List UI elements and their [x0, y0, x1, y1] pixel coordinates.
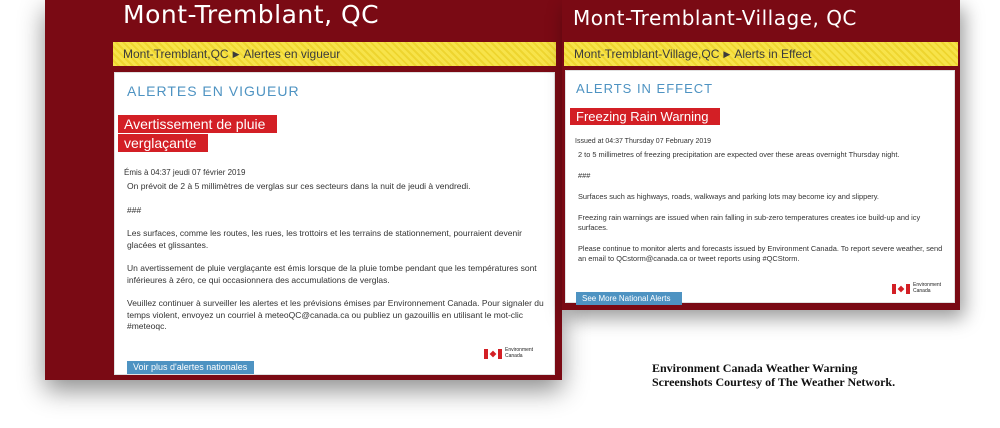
environment-canada-logo [484, 348, 535, 359]
warning-paragraph: Les surfaces, comme les routes, les rues, les trottoirs et les terrains de stationnement, pourraient devenir glacées et glissantes. [127, 228, 522, 250]
warning-title [118, 115, 278, 153]
issued-timestamp: Émis à 04:37 jeudi 07 février 2019 [124, 168, 246, 177]
warning-paragraph: ### [127, 204, 142, 215]
more-national-alerts-button[interactable]: Voir plus d'alertes nationales [127, 361, 254, 374]
alert-panel [114, 72, 555, 375]
city-title: Mont-Tremblant-Village, QC [573, 6, 857, 30]
breadcrumb-current-page: Alerts in Effect [734, 47, 812, 61]
warning-title-text: Avertissement de pluie verglaçante [118, 115, 277, 152]
warning-paragraph: Un avertissement de pluie verglaçante est émis lorsque de la pluie tombe pendant que les températures sont inférieures à zéro, ce qui occasionnera des accumulations de verglas. [127, 263, 537, 285]
caption-line: Screenshots Courtesy of The Weather Network. [652, 375, 896, 389]
warning-paragraph: Veuillez continuer à surveiller les alertes et les prévisions émises par Environnement Canada. Pour signaler du temps violent, envoyez un courriel à meteoQC@canada.ca ou publiez un gazouillis en utilisant le mot-clic #meteoqc. [127, 298, 544, 331]
english-alert-screenshot [562, 0, 960, 310]
breadcrumb-location-link[interactable]: Mont-Tremblant-Village,QC [574, 47, 720, 61]
alert-panel [565, 70, 955, 303]
breadcrumb-location-link[interactable]: Mont-Tremblant,QC [123, 47, 229, 61]
warning-title-text: Freezing Rain Warning [570, 108, 720, 125]
canada-flag-icon [484, 349, 502, 359]
warning-paragraph: ### [578, 171, 591, 180]
logo-line: Canada [505, 352, 523, 359]
city-title: Mont-Tremblant, QC [123, 0, 380, 29]
environment-canada-logo [892, 283, 943, 294]
breadcrumb-arrow-icon: ▶ [723, 49, 731, 59]
section-heading: ALERTES EN VIGUEUR [127, 83, 300, 99]
warning-paragraph: Freezing rain warnings are issued when rain falling in sub-zero temperatures creates ice build-up and icy surfaces. [578, 213, 921, 232]
caption-line: Environment Canada Weather Warning [652, 361, 858, 375]
warning-paragraph: Surfaces such as highways, roads, walkways and parking lots may become icy and slippery. [578, 192, 879, 201]
breadcrumb-arrow-icon: ▶ [232, 49, 240, 59]
logo-line: Environment [505, 347, 534, 353]
issued-timestamp: Issued at 04:37 Thursday 07 February 2019 [575, 138, 712, 145]
warning-body [578, 150, 950, 275]
warning-paragraph: Please continue to monitor alerts and forecasts issued by Environment Canada. To report severe weather, send an email to QCstorm@canada.ca or tweet reports using #QCStorm. [578, 244, 943, 263]
logo-line: Canada [913, 287, 931, 294]
section-heading: ALERTS IN EFFECT [576, 81, 714, 96]
warning-title [570, 107, 720, 126]
warning-body [127, 181, 547, 345]
breadcrumb-current-page: Alertes en vigueur [243, 47, 341, 61]
french-alert-screenshot [45, 0, 562, 380]
logo-line: Environment [913, 282, 942, 288]
image-caption [652, 361, 895, 389]
breadcrumb [564, 42, 958, 66]
warning-paragraph: 2 to 5 millimetres of freezing precipitation are expected over these areas overnight Thursday night. [578, 150, 900, 159]
warning-paragraph: On prévoit de 2 à 5 millimètres de verglas sur ces secteurs dans la nuit de jeudi à vendredi. [127, 181, 471, 191]
more-national-alerts-button[interactable]: See More National Alerts [576, 292, 682, 305]
canada-flag-icon [892, 284, 910, 294]
breadcrumb [113, 42, 556, 66]
